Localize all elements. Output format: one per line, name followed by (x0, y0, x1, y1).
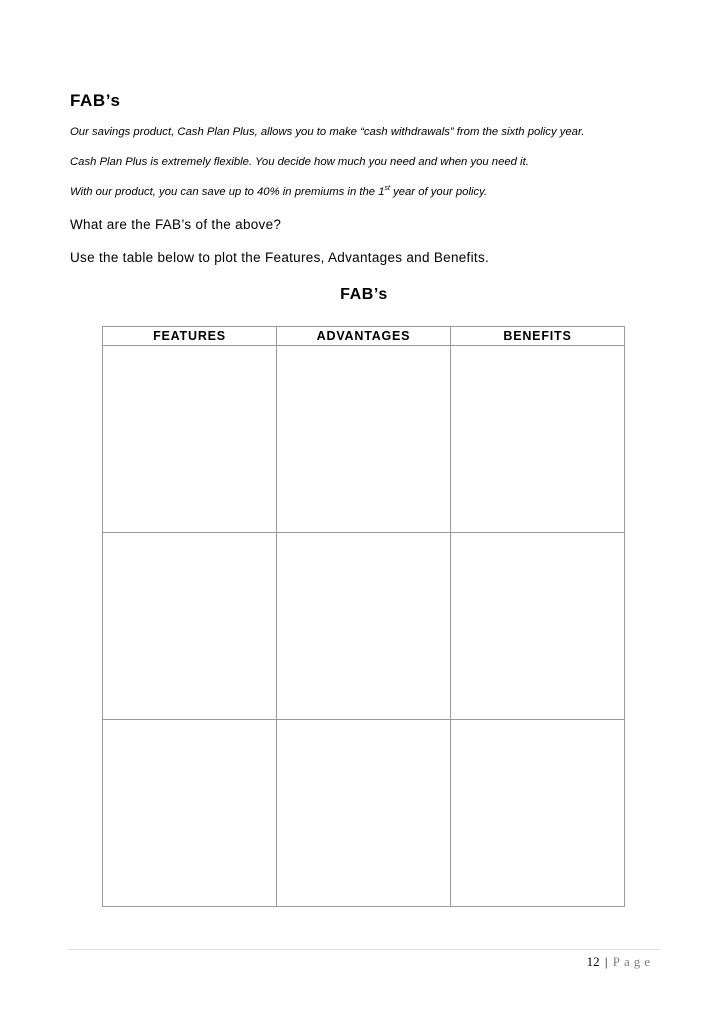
benefits-cell[interactable] (451, 720, 625, 907)
paragraph-flexibility: Cash Plan Plus is extremely flexible. You decide how much you need and when you need it. (70, 156, 529, 168)
paragraph-premium-savings-end: year of your policy. (389, 186, 488, 198)
paragraph-cash-withdrawals: Our savings product, Cash Plan Plus, allows you to make “cash withdrawals” from the sixth policy year. (70, 126, 585, 138)
features-cell[interactable] (103, 720, 277, 907)
instruction-text: Use the table below to plot the Features, Advantages and Benefits. (70, 250, 490, 265)
footer-separator: | (604, 954, 608, 969)
question-text: What are the FAB’s of the above? (70, 217, 282, 232)
table-row (103, 346, 625, 533)
footer-divider (68, 949, 660, 950)
header-advantages: ADVANTAGES (277, 327, 451, 346)
section-heading: FAB’s (70, 91, 121, 110)
benefits-cell[interactable] (451, 533, 625, 720)
advantages-cell[interactable] (277, 533, 451, 720)
benefits-cell[interactable] (451, 346, 625, 533)
advantages-cell[interactable] (277, 346, 451, 533)
ordinal-suffix: st (384, 185, 390, 192)
table-title: FAB’s (340, 286, 388, 303)
features-cell[interactable] (103, 533, 277, 720)
page-footer (587, 954, 654, 970)
fab-table (102, 326, 625, 907)
page-label: Page (612, 954, 654, 969)
table-header-row (103, 327, 625, 346)
header-benefits: BENEFITS (451, 327, 625, 346)
table-row (103, 720, 625, 907)
page-number: 12 (586, 954, 600, 969)
advantages-cell[interactable] (277, 720, 451, 907)
paragraph-premium-savings-start: With our product, you can save up to 40% in premiums in the 1 (70, 186, 385, 198)
features-cell[interactable] (103, 346, 277, 533)
header-features: FEATURES (103, 327, 277, 346)
table-row (103, 533, 625, 720)
paragraph-premium-savings (70, 186, 487, 198)
